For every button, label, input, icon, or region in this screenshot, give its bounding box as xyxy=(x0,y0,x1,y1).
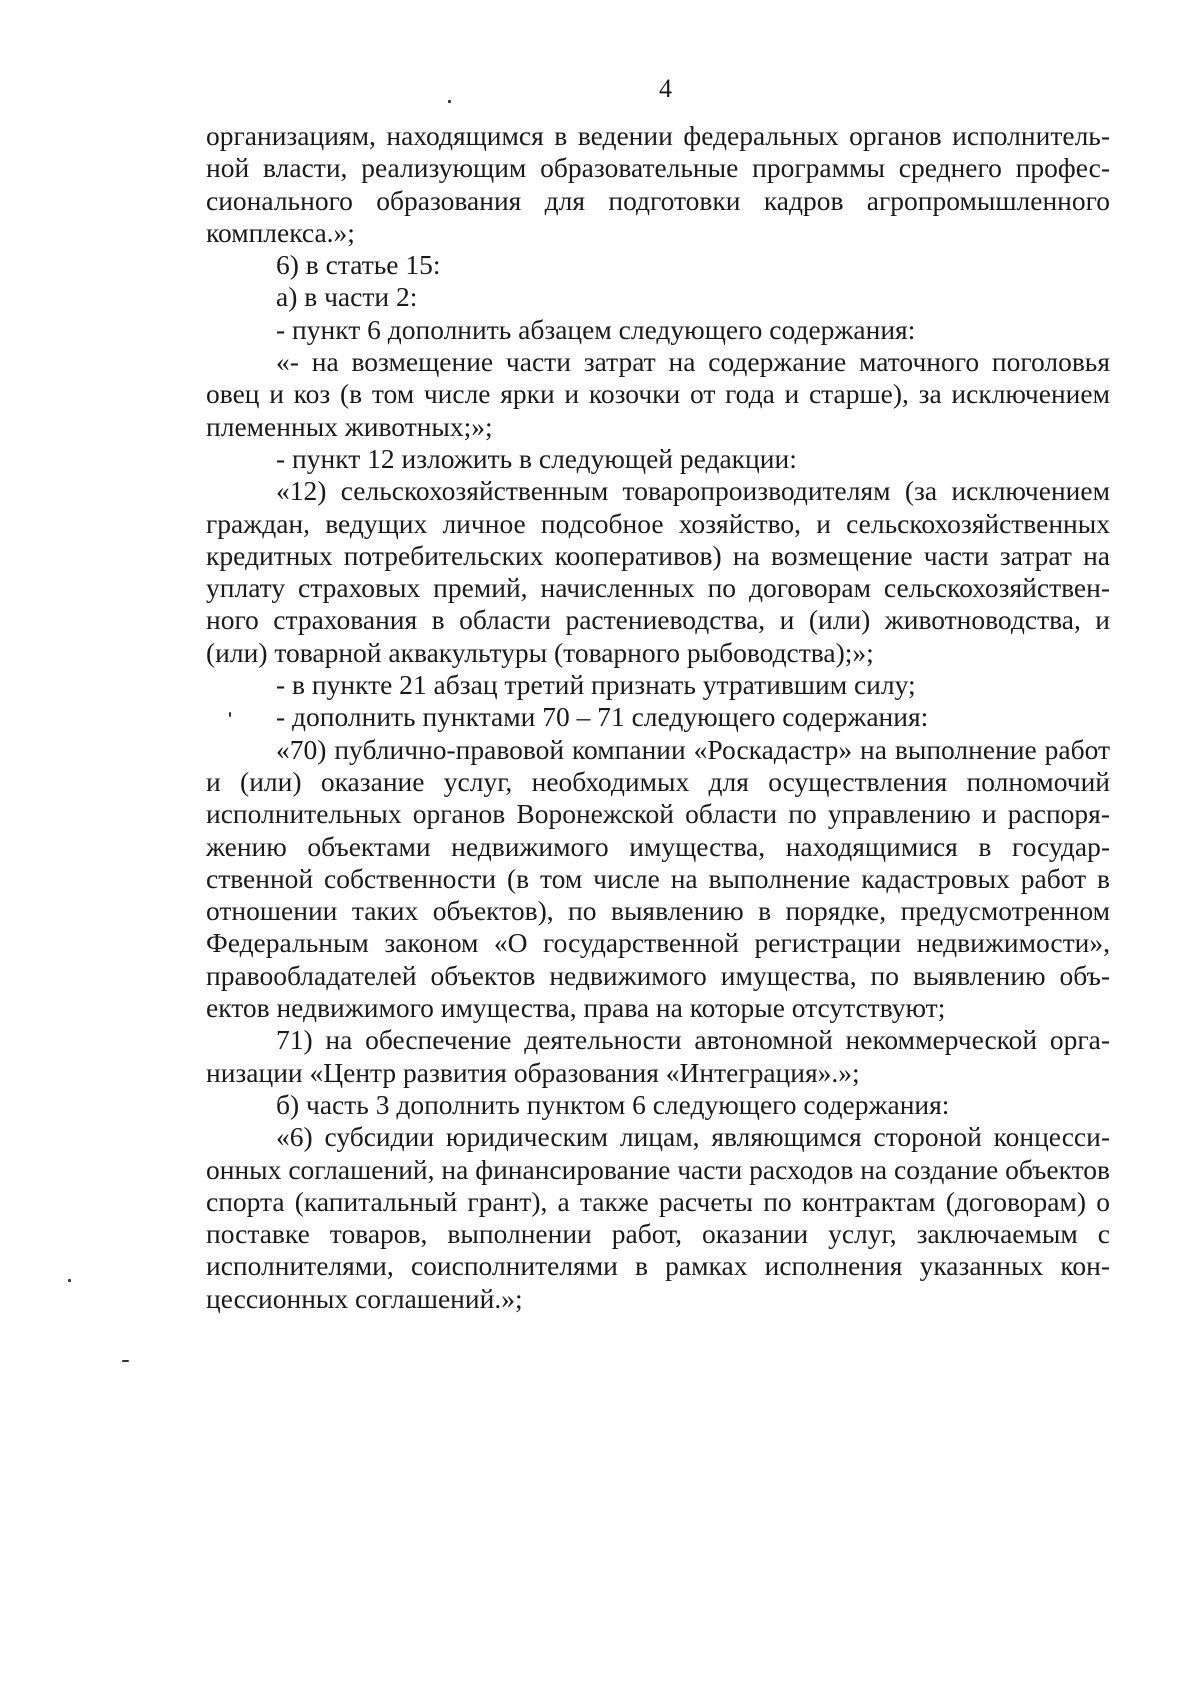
paragraph: б) часть 3 дополнить пунктом 6 следующего содержания: xyxy=(276,1088,950,1120)
paragraph: 6) в статье 15: xyxy=(276,249,441,281)
paragraph: - пункт 6 дополнить абзацем следующего содержания: xyxy=(276,313,916,345)
paragraph: - дополнить пунктами 70 – 71 следующего содержания: xyxy=(276,701,929,733)
paragraph: 71) на обеспечение деятельности автономной некоммерческой организации «Центр развития образования «Интеграция».»; xyxy=(206,1024,1110,1088)
scan-speck xyxy=(122,1360,129,1362)
paragraph: - в пункте 21 абзац третий признать утратившим силу; xyxy=(276,669,916,701)
paragraph: «70) публично-правовой компании «Роскадастр» на выполнение работ и (или) оказание услуг, необходимых для осуществления полномочий исполнительных органов Воронежской области по управлению и распоряжению объектами недвижимого имущества, находящимися в государственной собственности (в том числе на выполнение кадастровых работ в отношении таких объектов), по выявлению в порядке, предусмотренном Федеральным законом «О государственной регистрации недвижимости», правообладателей объектов недвижимого имущества, по выявлению объектов недвижимого имущества, права на которые отсутствуют; xyxy=(206,733,1110,1024)
page-number: 4 xyxy=(659,74,672,103)
paragraph: «12) сельскохозяйственным товаропроизводителям (за исключением граждан, ведущих личное подсобное хозяйство, и сельскохозяйственных кредитных потребительских кооперативов) на возмещение части затрат на уплату страховых премий, начисленных по договорам сельскохозяйственного страхования в области растениеводства, и (или) животноводства, и (или) товарной аквакультуры (товарного рыбоводства);»; xyxy=(206,475,1110,668)
paragraph: «6) субсидии юридическим лицам, являющимся стороной концессионных соглашений, на финансирование части расходов на создание объектов спорта (капитальный грант), а также расчеты по контрактам (договорам) о поставке товаров, выполнении работ, оказании услуг, заключаемым с исполнителями, соисполнителями в рамках исполнения указанных концессионных соглашений.»; xyxy=(206,1121,1110,1314)
scan-speck xyxy=(68,1279,71,1282)
document-body xyxy=(206,120,1110,1315)
paragraph: организациям, находящимся в ведении федеральных органов исполнительной власти, реализующим образовательные программы среднего профессионального образования для подготовки кадров агропромышленного комплекса.»; xyxy=(206,120,1110,248)
scan-speck xyxy=(448,100,451,103)
paragraph: «- на возмещение части затрат на содержание маточного поголовья овец и коз (в том числе ярки и козочки от года и старше), за исключением племенных животных;»; xyxy=(206,346,1110,442)
paragraph: - пункт 12 изложить в следующей редакции: xyxy=(276,442,797,474)
paragraph: а) в части 2: xyxy=(276,281,418,313)
